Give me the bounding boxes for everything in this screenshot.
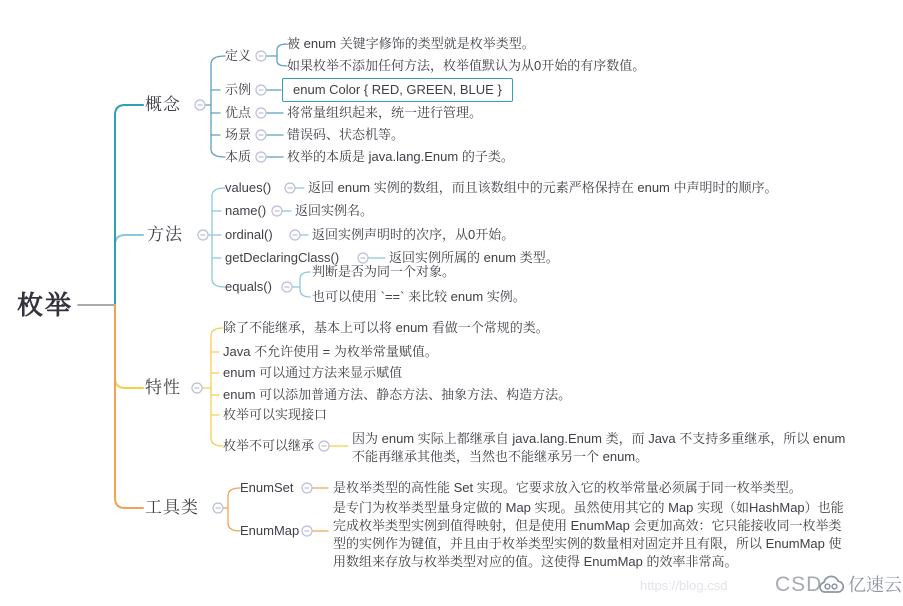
- node-values-text[interactable]: 返回 enum 实例的数组，而且该数组中的元素严格保持在 enum 中声明时的顺序。: [308, 180, 778, 195]
- concept-children-bracket: [206, 56, 225, 157]
- watermark-logo: [817, 574, 902, 596]
- node-enummap-text[interactable]: 是专门为枚举类型量身定做的 Map 实现。虽然使用其它的 Map 实现（如HashMap）也能完成枚举类型实例到值得映射，但是使用 EnumMap 会更加高效：它只能接收同一枚举类型的实例作为键值，并且由于枚举类型实例的数量相对固定并且有限，所以 EnumMap 使用数组来存放与枚举类型对应的值。这使得 EnumMap 的效率非常高。: [333, 500, 844, 569]
- collapse-icon-definition[interactable]: [256, 51, 266, 61]
- node-scene-text[interactable]: 错误码、状态机等。: [287, 127, 405, 142]
- node-enumset-text[interactable]: 是枚举类型的高性能 Set 实现。它要求放入它的枚举常量必须属于同一枚举类型。: [333, 480, 802, 495]
- node-equals[interactable]: equals(): [225, 279, 272, 294]
- collapse-icon-ordinal[interactable]: [290, 230, 300, 240]
- method-children-bracket: [209, 188, 225, 287]
- collapse-icon-util[interactable]: [213, 503, 223, 513]
- node-feature-2[interactable]: Java 不允许使用 = 为枚举常量赋值。: [223, 344, 438, 359]
- watermark-logo-text: 亿速云: [848, 575, 902, 595]
- node-example[interactable]: 示例: [225, 82, 252, 97]
- node-feature-4[interactable]: enum 可以添加普通方法、静态方法、抽象方法、构造方法。: [223, 387, 572, 402]
- feature-children-bracket: [203, 328, 223, 446]
- node-no-inherit-text[interactable]: 因为 enum 实际上都继承自 java.lang.Enum 类，而 Java 不支持多重继承，所以 enum 不能再继承其他类，当然也不能继承另一个 enum。: [352, 431, 846, 464]
- node-equals-text-1[interactable]: 判断是否为同一个对象。: [312, 264, 456, 279]
- collapse-icon-example[interactable]: [256, 85, 266, 95]
- collapse-icon-advantage[interactable]: [256, 108, 266, 118]
- concept-children-dashes: [267, 56, 283, 157]
- root-node-enum[interactable]: 枚举: [17, 290, 74, 320]
- node-definition-text-1[interactable]: 被 enum 关键字修饰的类型就是枚举类型。: [287, 36, 535, 51]
- node-essence-text[interactable]: 枚举的本质是 java.lang.Enum 的子类。: [287, 149, 514, 164]
- collapse-icon-name[interactable]: [272, 206, 282, 216]
- node-ordinal[interactable]: ordinal(): [225, 227, 273, 242]
- collapse-icon-no-inherit[interactable]: [319, 441, 329, 451]
- branch-line-concept: [115, 105, 143, 305]
- branch-line-util: [115, 305, 143, 508]
- collapse-icon-enumset[interactable]: [302, 483, 312, 493]
- node-equals-text-2[interactable]: 也可以使用 `==` 来比较 enum 实例。: [312, 289, 526, 304]
- collapse-icon-enummap[interactable]: [302, 526, 312, 536]
- cloud-icon: [817, 574, 845, 596]
- collapse-icon-concept[interactable]: [195, 100, 205, 110]
- branch-line-feature: [115, 305, 143, 388]
- collapse-icon-values[interactable]: [285, 183, 295, 193]
- collapse-icon-method[interactable]: [198, 230, 208, 240]
- branch-feature[interactable]: 特性: [145, 378, 181, 397]
- node-definition[interactable]: 定义: [225, 48, 252, 63]
- definition-sub-bracket: [277, 44, 287, 66]
- node-ordinal-text[interactable]: 返回实例声明时的次序，从0开始。: [312, 227, 515, 242]
- equals-sub-bracket: [293, 272, 310, 297]
- node-getdeclaringclass-text[interactable]: 返回实例所属的 enum 类型。: [389, 250, 559, 265]
- collapse-icon-getdeclaringclass[interactable]: [358, 253, 368, 263]
- collapse-icon-feature[interactable]: [192, 383, 202, 393]
- node-no-inherit[interactable]: 枚举不可以继承: [223, 438, 315, 453]
- node-advantage[interactable]: 优点: [225, 105, 252, 120]
- collapse-icon-scene[interactable]: [256, 130, 266, 140]
- node-example-code-box[interactable]: enum Color { RED, GREEN, BLUE }: [282, 78, 513, 102]
- node-enummap[interactable]: EnumMap: [240, 523, 300, 538]
- node-feature-1[interactable]: 除了不能继承，基本上可以将 enum 看做一个常规的类。: [223, 320, 549, 335]
- branch-line-method: [115, 235, 143, 305]
- branch-util[interactable]: 工具类: [145, 498, 199, 517]
- util-children-dashes: [313, 488, 328, 531]
- node-name-method-text[interactable]: 返回实例名。: [295, 203, 374, 218]
- collapse-icon-equals[interactable]: [282, 282, 292, 292]
- node-definition-text-2[interactable]: 如果枚举不添加任何方法，枚举值默认为从0开始的有序数值。: [287, 58, 646, 73]
- watermark-site-text: CSD: [775, 573, 823, 596]
- node-values[interactable]: values(): [225, 180, 272, 195]
- node-essence[interactable]: 本质: [225, 149, 252, 164]
- node-scene[interactable]: 场景: [225, 127, 252, 142]
- branch-method[interactable]: 方法: [147, 225, 183, 244]
- node-name-method[interactable]: name(): [225, 203, 267, 218]
- node-feature-3[interactable]: enum 可以通过方法来显示赋值: [223, 365, 403, 380]
- node-feature-5[interactable]: 枚举可以实现接口: [223, 407, 328, 422]
- method-children-dashes: [283, 188, 385, 258]
- watermark-url: https://blog.csd: [640, 578, 728, 593]
- collapse-icon-essence[interactable]: [256, 152, 266, 162]
- util-children-bracket: [224, 488, 240, 531]
- node-getdeclaringclass[interactable]: getDeclaringClass(): [225, 250, 340, 265]
- branch-concept[interactable]: 概念: [145, 95, 181, 114]
- node-enumset[interactable]: EnumSet: [240, 480, 294, 495]
- node-advantage-text[interactable]: 将常量组织起来，统一进行管理。: [287, 105, 483, 120]
